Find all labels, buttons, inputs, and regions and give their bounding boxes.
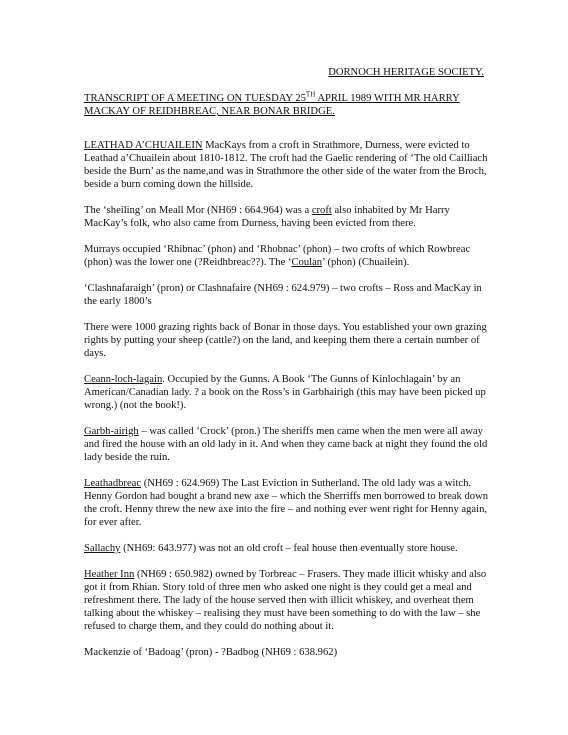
underlined-word: croft bbox=[311, 205, 332, 216]
paragraph-text: (NH69 : 650.982) owned by Torbreac – Frasers. They made illicit whisky and also got it from Rhian. Story told of three men who asked one night is they could get a meal and refreshment there. The lady of the house served then with illicit whiskey, and overheat them talking about the whiskey – realising they must have been something to do with the law – she refused to charge them, and they could do nothing about it. bbox=[84, 569, 487, 632]
paragraph-text: MacKays from a croft in Strathmore, Durness, were evicted to Leathad a’Chuailein about 1810-1812. The croft had the Gaelic rendering of ‘The old Cailliach beside the Burn’ as the name,and was in Strathmore the other side of the water from the Broch, beside a burn coming down the hillside. bbox=[84, 140, 488, 190]
society-heading: DORNOCH HERITAGE SOCIETY. bbox=[328, 67, 484, 78]
paragraph-clashnafaraigh: ‘Clashnafaraigh’ (pron) or Clashnafaire (NH69 : 624.979) – two crofts – Ross and MacKay in the early 1800’s bbox=[84, 283, 482, 307]
place-name: Sallachy bbox=[84, 543, 121, 554]
paragraph-sallachy bbox=[84, 542, 489, 555]
place-name: LEATHAD A’CHUAILEIN bbox=[84, 140, 203, 151]
title-superscript: TH bbox=[305, 90, 316, 99]
paragraph-text: The ‘sheiling’ on Meall Mor (NH69 : 664.964) was a bbox=[84, 205, 312, 216]
underlined-word: Coulan bbox=[291, 257, 323, 268]
place-name: Heather Inn bbox=[84, 569, 135, 580]
paragraph-heather-inn bbox=[84, 568, 489, 633]
paragraph-mackenzie-badoag: Mackenzie of ‘Badoag’ (pron) - ?Badbog (NH69 : 638.962) bbox=[84, 647, 338, 658]
paragraph-text: . Occupied by the Gunns. A Book ‘The Gunns of Kinlochlagain’ by an American/Canadian lady. ? a book on the Ross’s in Garbhairigh (this may have been picked up wrong.) (not the book!). bbox=[84, 374, 486, 411]
paragraph-text: (NH69: 643.977) was not an old croft – feal house then eventually store house. bbox=[120, 543, 458, 554]
paragraph-text: – was called ‘Crock’ (pron.) The sheriffs men came when the men were all away and fired the house with an old lady in it. And when they came back at night they found the old lady beside the ruin. bbox=[84, 426, 488, 463]
place-name: Garbh-airigh bbox=[84, 426, 139, 437]
paragraph-text: Murrays occupied ‘Rhibnac’ (phon) and ‘Rhobnac’ (phon) – two crofts of which Rowbreac (phon) was the lower one (?Reidhbreac??). The ‘ bbox=[84, 244, 471, 268]
paragraph-grazing-rights: There were 1000 grazing rights back of Bonar in those days. You established your own grazing rights by putting your sheep (cattle?) on the land, and keeping them there a certain number of days. bbox=[84, 322, 487, 359]
place-name: Leathadbreac bbox=[84, 478, 142, 489]
paragraph-text: also inhabited by Mr Harry MacKay’s folk, who also came from Durness, having been evicted from there. bbox=[84, 205, 450, 229]
paragraph-garbh-airigh bbox=[84, 425, 489, 464]
paragraph-murrays bbox=[84, 243, 489, 269]
paragraph-text: ’ (phon) (Chuailein). bbox=[322, 257, 410, 268]
paragraph-text: (NH69 : 624.969) The Last Eviction in Sutherland. The old lady was a witch. Henny Gordon had bought a brand new axe – which the Sherriffs men borrowed to break down the croft. Henny threw the new axe into the fire – and nothing ever went right for Henny again, for ever after. bbox=[84, 478, 489, 528]
paragraph-sheiling-meall-mor bbox=[84, 204, 489, 230]
title-prefix: TRANSCRIPT OF A MEETING ON TUESDAY 25 bbox=[84, 93, 306, 104]
paragraph-ceann-loch-lagain bbox=[84, 373, 489, 412]
paragraph-leathad-a-chuailein bbox=[84, 139, 489, 191]
transcript-body bbox=[84, 139, 489, 672]
place-name: Ceann-loch-lagain bbox=[84, 374, 163, 385]
paragraph-leathadbreac bbox=[84, 477, 489, 529]
title-suffix: APRIL 1989 WITH MR HARRY MACKAY OF REIDHBREAC, NEAR BONAR BRIDGE. bbox=[84, 93, 460, 117]
transcript-title bbox=[84, 92, 494, 118]
